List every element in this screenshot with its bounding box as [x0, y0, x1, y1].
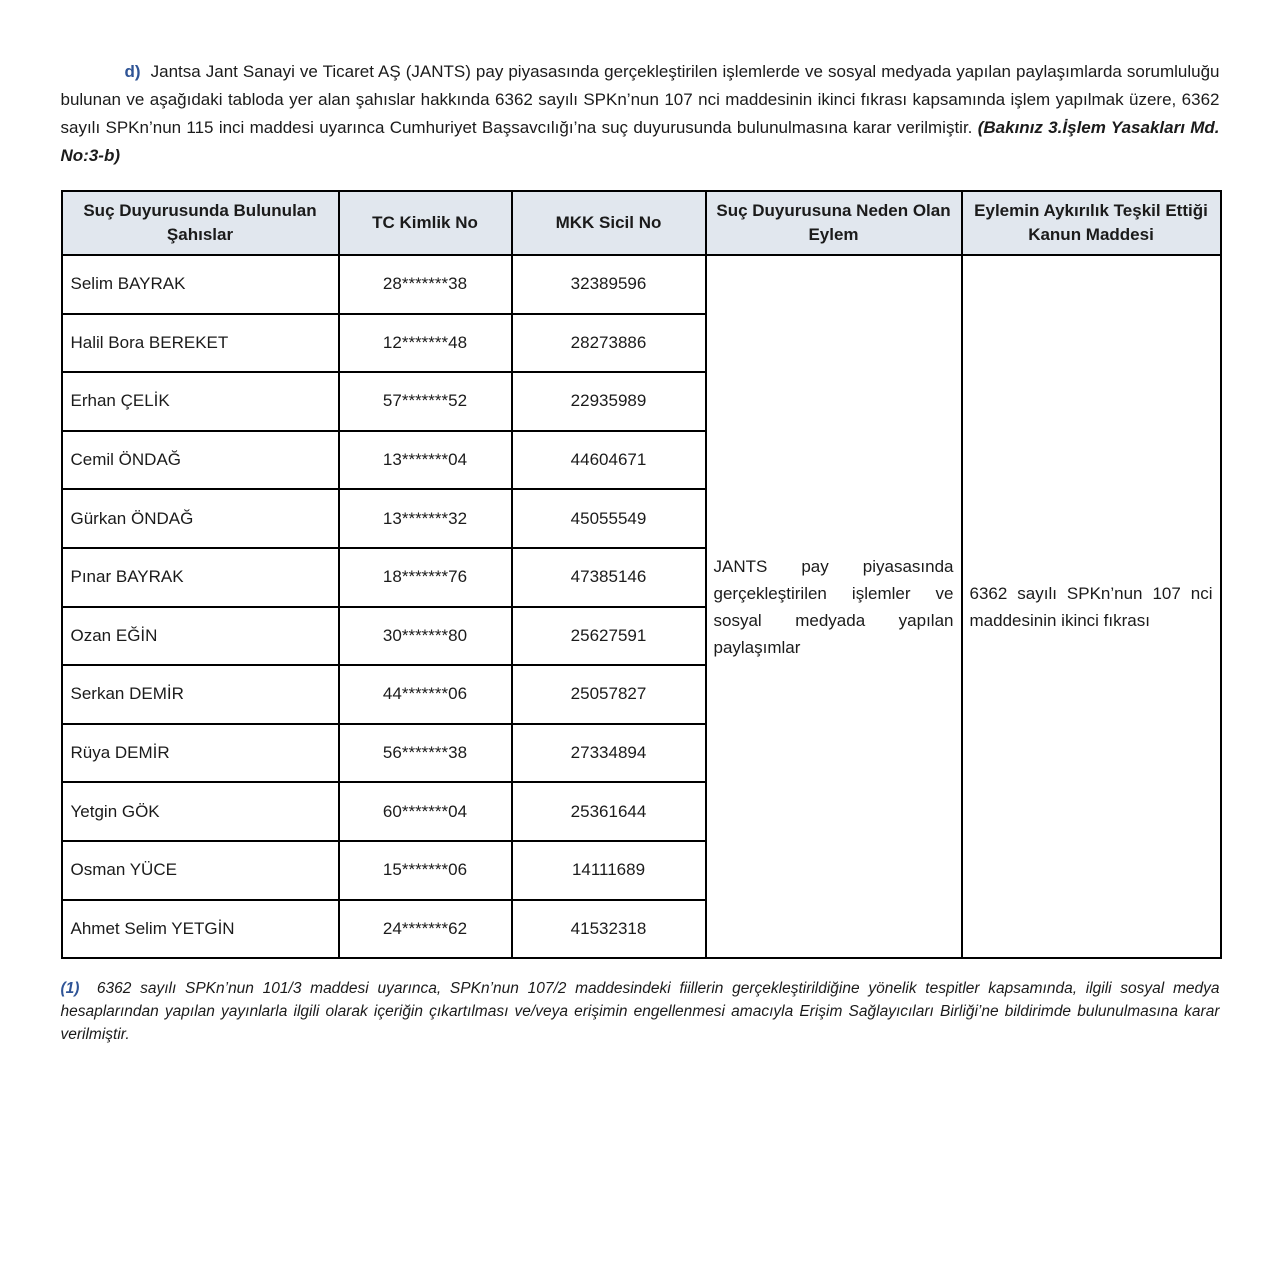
footnote-label: (1) [60, 980, 80, 998]
col-header-tc-kimlik: TC Kimlik No [339, 191, 512, 255]
mkk-sicil-cell: 45055549 [512, 489, 706, 548]
mkk-sicil-cell: 27334894 [512, 724, 706, 783]
footnote-text: 6362 sayılı SPKn’nun 101/3 maddesi uyarınca, SPKn’nun 107/2 maddesindeki fiillerin gerçekleştirildiğine yönelik tespitler kapsamında, ilgili sosyal medya hesaplarından yapılan yayınlarla ilgili olarak içeriğin çıkartılması ve/veya erişimin engellenmesi amacıyla Erişim Sağlayıcıları Birliği’ne bildirimde bulunulmasına karar verilmiştir. [60, 980, 1220, 1044]
header-row [62, 191, 1221, 255]
tc-kimlik-cell: 13*******04 [339, 431, 512, 490]
person-name-cell: Pınar BAYRAK [62, 548, 339, 607]
col-header-action: Suç Duyurusuna Neden Olan Eylem [706, 191, 962, 255]
tc-kimlik-cell: 15*******06 [339, 841, 512, 900]
footnote [61, 977, 1220, 1046]
person-name-cell: Ahmet Selim YETGİN [62, 900, 339, 959]
tc-kimlik-cell: 60*******04 [339, 782, 512, 841]
mkk-sicil-cell: 14111689 [512, 841, 706, 900]
person-name-cell: Selim BAYRAK [62, 255, 339, 314]
col-header-persons: Suç Duyurusunda Bulunulan Şahıslar [62, 191, 339, 255]
table-row [62, 255, 1221, 314]
document-page [61, 0, 1220, 1046]
tc-kimlik-cell: 18*******76 [339, 548, 512, 607]
person-name-cell: Halil Bora BEREKET [62, 314, 339, 373]
tc-kimlik-cell: 12*******48 [339, 314, 512, 373]
intro-reference: (Bakınız 3.İşlem Yasakları Md. No:3-b) [60, 118, 1220, 165]
person-name-cell: Ozan EĞİN [62, 607, 339, 666]
intro-paragraph [61, 58, 1220, 170]
mkk-sicil-cell: 32389596 [512, 255, 706, 314]
col-header-mkk-sicil: MKK Sicil No [512, 191, 706, 255]
person-name-cell: Gürkan ÖNDAĞ [62, 489, 339, 548]
mkk-sicil-cell: 25057827 [512, 665, 706, 724]
law-merged-cell: 6362 sayılı SPKn’nun 107 nci maddesinin ikinci fıkrası [962, 255, 1221, 958]
complaint-table [61, 190, 1222, 959]
tc-kimlik-cell: 24*******62 [339, 900, 512, 959]
mkk-sicil-cell: 41532318 [512, 900, 706, 959]
person-name-cell: Cemil ÖNDAĞ [62, 431, 339, 490]
tc-kimlik-cell: 30*******80 [339, 607, 512, 666]
action-merged-cell: JANTS pay piyasasında gerçekleştirilen işlemler ve sosyal medyada yapılan paylaşımlar [706, 255, 962, 958]
table-body [62, 255, 1221, 958]
mkk-sicil-cell: 47385146 [512, 548, 706, 607]
tc-kimlik-cell: 44*******06 [339, 665, 512, 724]
col-header-law: Eylemin Aykırılık Teşkil Ettiği Kanun Maddesi [962, 191, 1221, 255]
person-name-cell: Serkan DEMİR [62, 665, 339, 724]
tc-kimlik-cell: 57*******52 [339, 372, 512, 431]
mkk-sicil-cell: 28273886 [512, 314, 706, 373]
person-name-cell: Yetgin GÖK [62, 782, 339, 841]
tc-kimlik-cell: 28*******38 [339, 255, 512, 314]
person-name-cell: Erhan ÇELİK [62, 372, 339, 431]
person-name-cell: Osman YÜCE [62, 841, 339, 900]
mkk-sicil-cell: 25627591 [512, 607, 706, 666]
mkk-sicil-cell: 44604671 [512, 431, 706, 490]
mkk-sicil-cell: 22935989 [512, 372, 706, 431]
intro-text: Jantsa Jant Sanayi ve Ticaret AŞ (JANTS) pay piyasasında gerçekleştirilen işlemlerde ve sosyal medyada yapılan paylaşımlarda sorumluluğu bulunan ve aşağıdaki tabloda yer alan şahıslar hakkında 6362 sayılı SPKn’nun 107 nci maddesinin ikinci fıkrası kapsamında işlem yapılmak üzere, 6362 sayılı SPKn’nun 115 inci maddesi uyarınca Cumhuriyet Başsavcılığı’na suç duyurusunda bulunulmasına karar verilmiştir. [60, 62, 1220, 137]
tc-kimlik-cell: 56*******38 [339, 724, 512, 783]
person-name-cell: Rüya DEMİR [62, 724, 339, 783]
mkk-sicil-cell: 25361644 [512, 782, 706, 841]
tc-kimlik-cell: 13*******32 [339, 489, 512, 548]
item-label: d) [124, 62, 141, 81]
